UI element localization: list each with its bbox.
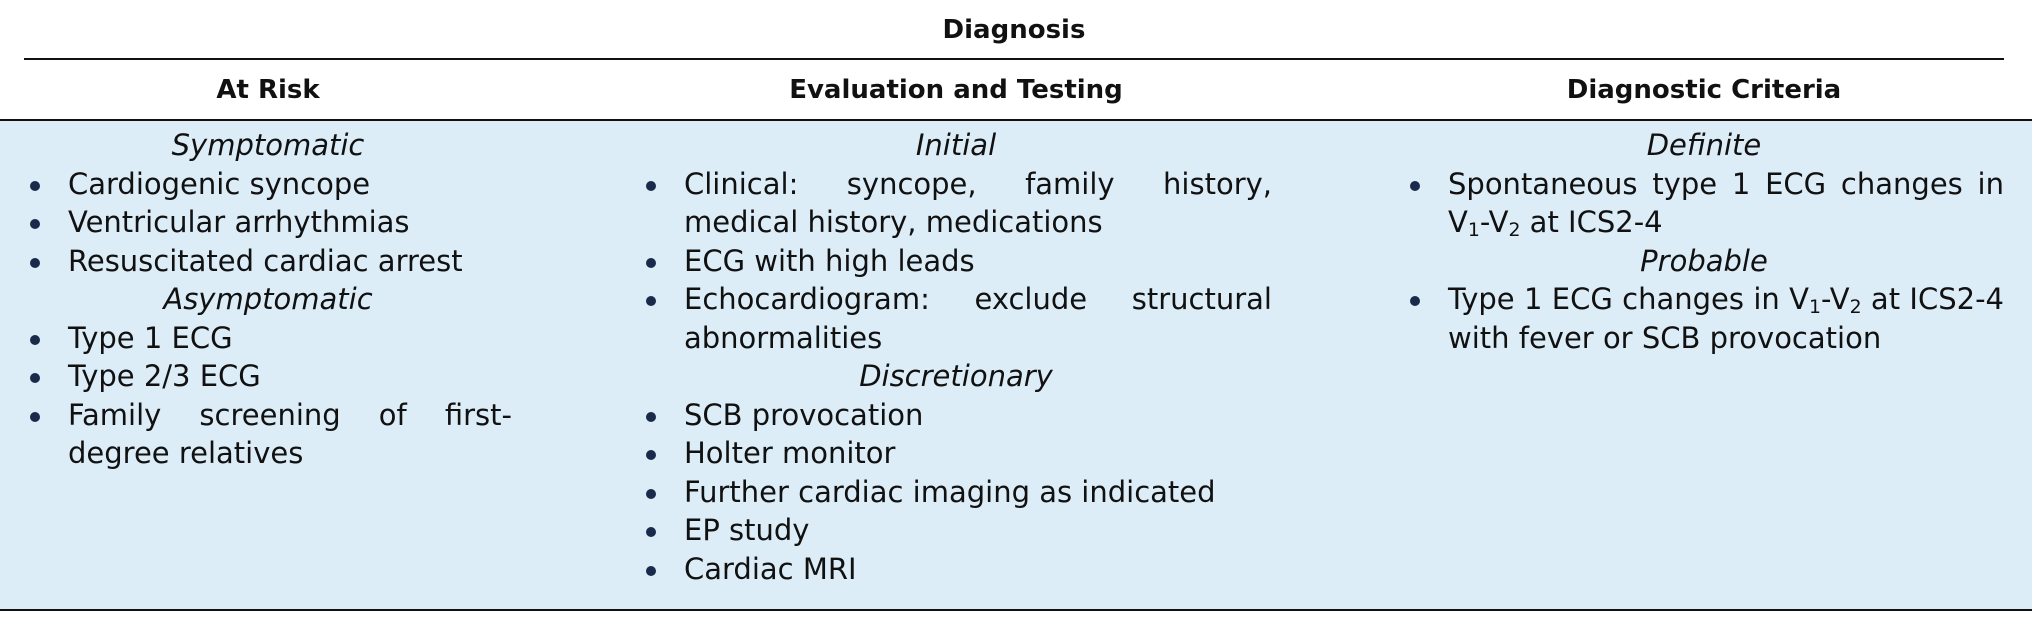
table-title: Diagnosis: [942, 15, 1086, 45]
list-item: Type 1 ECG: [24, 319, 512, 358]
bullet-icon: [646, 566, 656, 576]
column-evaluation: [640, 126, 1272, 588]
list-item: EP study: [640, 511, 1272, 550]
list-item: Holter monitor: [640, 434, 1272, 473]
bullet-icon: [30, 219, 40, 229]
list-item: Type 1 ECG changes in $V_1-V_2$ at ICS2-4 with fever or SCB provocation: [1404, 280, 2004, 357]
subheading-definite: Definite: [1646, 128, 1762, 162]
list-item: Type 2/3 ECG: [24, 357, 512, 396]
list-item: Cardiogenic syncope: [24, 165, 512, 204]
bullet-icon: [30, 181, 40, 191]
bullet-icon: [646, 412, 656, 422]
list-item: Cardiac MRI: [640, 550, 1272, 589]
list-item: Ventricular arrhythmias: [24, 203, 512, 242]
list-item: Further cardiac imaging as indicated: [640, 473, 1272, 512]
list-item: Clinical: syncope, family history, medical history, medications: [640, 165, 1272, 242]
list-item: ECG with high leads: [640, 242, 1272, 281]
bullet-icon: [30, 373, 40, 383]
subheading-symptomatic: Symptomatic: [171, 128, 365, 162]
list-item: Echocardiogram: exclude structural abnormalities: [640, 280, 1272, 357]
column-criteria: [1404, 126, 2004, 357]
list-item: Spontaneous type 1 ECG changes in $V_1-V_2$ at ICS2-4: [1404, 165, 2004, 242]
bullet-icon: [1410, 296, 1420, 306]
header-criteria: Diagnostic Criteria: [1566, 75, 1842, 105]
header-at-risk: At Risk: [216, 75, 320, 105]
bullet-icon: [30, 258, 40, 268]
bullet-icon: [1410, 181, 1420, 191]
list-item: Resuscitated cardiac arrest: [24, 242, 512, 281]
bullet-icon: [646, 258, 656, 268]
title-divider: [24, 58, 2004, 60]
column-at-risk: [24, 126, 512, 473]
bullet-icon: [646, 181, 656, 191]
header-evaluation: Evaluation and Testing: [789, 75, 1123, 105]
bullet-icon: [646, 450, 656, 460]
subheading-asymptomatic: Asymptomatic: [163, 282, 373, 316]
bullet-icon: [30, 412, 40, 422]
bullet-icon: [646, 527, 656, 537]
list-item: Family screening of first-degree relatives: [24, 396, 512, 473]
bullet-icon: [646, 489, 656, 499]
subheading-probable: Probable: [1640, 243, 1768, 278]
list-item: SCB provocation: [640, 396, 1272, 435]
subheading-discretionary: Discretionary: [859, 359, 1053, 393]
bullet-icon: [30, 335, 40, 345]
subheading-initial: Initial: [915, 128, 997, 162]
bullet-icon: [646, 296, 656, 306]
